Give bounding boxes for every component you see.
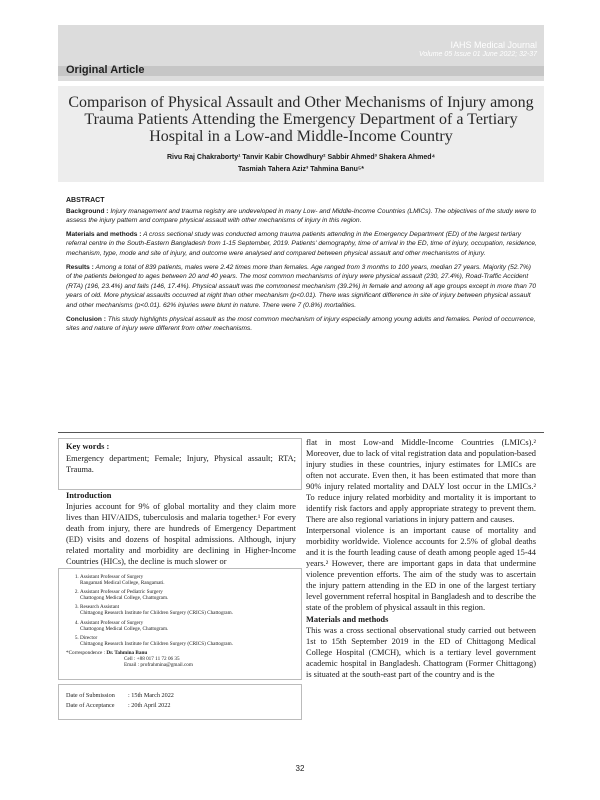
abstract-results: [66, 263, 538, 311]
dates: [66, 691, 174, 710]
section-label: Original Article: [66, 64, 145, 76]
journal-name: IAHS Medical Journal: [450, 40, 537, 50]
page-number: 32: [295, 764, 305, 773]
correspondence-label: *Correspondence :: [66, 649, 106, 656]
abstract-conclusion: [66, 315, 538, 334]
affiliation-item: [80, 589, 298, 601]
affiliation-institution: Chittagong Research Institute for Children Surgery (CRICS) Chattogram.: [80, 640, 233, 647]
submission-label: Date of Submission: [66, 692, 115, 699]
affiliation-role: 5. Director: [80, 634, 98, 641]
affiliation-item: [80, 604, 298, 616]
results-label: Results :: [66, 263, 94, 271]
article-title: Comparison of Physical Assault and Other Mechanisms of Injury among Trauma Patients Attending the Emergency Department of a Tertiary Hospital in a Low-and Middle-Income Country: [68, 94, 534, 145]
conclusion-label: Conclusion :: [66, 315, 106, 323]
acceptance-label: Date of Acceptance: [66, 701, 115, 709]
affiliation-role: 2. Assistant Professor of Pediatric Surgery: [80, 589, 163, 596]
intro-text: Injuries account for 9% of global mortality and they claim more lives than HIV/AIDS, tuberculosis and malaria together.¹ For every death from injury, there are hundreds of Emergency Department (ED) visits and dozens of hospital admissions. Although, injury related mortality and morbidity are declining in Higher-Income Countries (HICs), the decline is much slower or: [66, 502, 296, 566]
affiliation-institution: Chittagong Research Institute for Children Surgery (CRICS) Chattogram.: [80, 610, 233, 617]
affiliation-institution: Rangamati Medical College, Rangamati.: [80, 580, 165, 587]
affiliation-role: 3. Research Assistant: [80, 604, 120, 611]
submission-value: : 15th March 2022: [128, 692, 174, 699]
authors-line-2: Tasmiah Tahera Aziz³ Tahmina Banu⁵*: [238, 166, 364, 173]
paragraph: Interpersonal violence is an important cause of mortality and morbidity worldwide. Violence accounts for 2.5% of global deaths and it is the fourth leading cause of death among people aged 15-44 years.² However, there are important gaps in data that undermine violence prevention efforts. The aim of the study was to ascertain the injury pattern attending in the ED in one of the largest tertiary level government referral hospital in Bangladesh and to describe the state of the problem of physical assault in this region.: [306, 526, 536, 612]
affiliation-item: [80, 574, 298, 586]
acceptance-value: : 20th April 2022: [128, 701, 171, 709]
affiliations: [66, 574, 298, 668]
authors-line-1: Rivu Raj Chakraborty¹ Tanvir Kabir Chowdhury² Sabbir Ahmed³ Shakera Ahmed⁴: [166, 154, 436, 161]
acceptance-date: [66, 701, 174, 711]
abstract-divider: [58, 432, 544, 433]
correspondence: [66, 650, 298, 668]
affiliation-item: [80, 635, 298, 647]
right-column: [306, 437, 536, 680]
affiliation-institution: Chattogong Medical College, Chattogram.: [80, 625, 169, 632]
abstract: [66, 196, 538, 338]
paragraph: flat in most Low-and Middle-Income Countries (LMICs).² Moreover, due to lack of vital registration data and population-based injury studies in these countries, injury estimates for LMICs are often not accurate. Even then, it has been estimated that more than 90% injury related mortality and DALY lost occur in the LMICs.² To reduce injury related morbidity and mortality it is important to identify risk factors and apply appropriate strategy to prevent them. There are also regional variations in injury pattern and causes.: [306, 438, 536, 524]
methods-text: A cross sectional study was conducted among trauma patients attending in the Emergency Department (ED) of the largest tertiary referral centre in the South-Eastern Bangladesh from 1-15 September, 2019. Patients' demography, time of arrival in the ED, time of injury, occupation, residence, mechanism, type, mode and site of injury, and outcome were analysed and compared between physical assault and other mechanisms of injury.: [66, 230, 537, 257]
author-list: [64, 152, 538, 176]
methods-heading: Materials and methods: [306, 615, 389, 624]
volume-info: Volume 05 Issue 01 June 2022; 32-37: [418, 51, 537, 58]
submission-date: [66, 691, 174, 701]
intro-heading: Introduction: [66, 491, 112, 500]
affiliation-role: 1. Assistant Professor of Surgery: [80, 574, 144, 580]
keywords-text: Emergency department; Female; Injury, Physical assault; RTA; Trauma.: [66, 454, 296, 474]
correspondence-email: Email : profrahmina@gmail.com: [124, 662, 193, 669]
methods-label: Materials and methods :: [66, 230, 142, 238]
background-text: Injury management and trauma registry are undeveloped in many Low- and Middle-Income Countries (LMICs). The objectives of the study were to assess the injury pattern and compare physical assault with other mechanisms of injury in this region.: [66, 207, 537, 225]
abstract-heading: ABSTRACT: [66, 197, 105, 204]
paragraph: This was a cross sectional observational study carried out between 1st to 15th September 2019 in the ED of Chittagong Medical College Hospital (CMCH), which is a tertiary level government academic hospital in Bangladesh. Chattogram (Former Chittagong) is situated at the south-east part of the country and is the: [306, 626, 536, 679]
background-label: Background :: [66, 207, 109, 215]
abstract-background: [66, 207, 538, 226]
conclusion-text: This study highlights physical assault as the most common mechanism of injury especially among young adults and females. Period of occurrence, sites and nature of injury were different from other mechanisms.: [66, 315, 536, 333]
affiliation-institution: Chattogong Medical College, Chattogram.: [80, 595, 169, 602]
correspondence-cell: Cell : +88 017 11 72 06 35: [124, 656, 180, 663]
results-text: Among a total of 839 patients, males were 2.42 times more than females. Age ranged from 3 months to 100 years, median 27 years. Majority (52.7%) of the patients belonged to ages between 20 and 40 years. The most common mechanisms of injury were physical assault (230, 27.4%), Road-Traffic Accident (RTA) (196, 23.4%) and falls (146, 17.4%). Physical assault was the commonest mechanism (39.2%) in female and among all age groups except in more than 70 years of old. More physical assaults occurred at night than other mechanism (p<0.01). There was significant difference in site of injury between physical assault and other mechanisms (p<0.01). 62% injuries were blunt in nature. There were 7 (0.8%) mortalities.: [66, 263, 536, 309]
abstract-methods: [66, 230, 538, 259]
affiliation-list: [66, 574, 298, 647]
correspondence-name: Dr. Tahmina Banu: [106, 649, 148, 656]
affiliation-role: 4. Assistant Professor of Surgery: [80, 619, 144, 626]
affiliation-item: [80, 620, 298, 632]
keywords-heading: Key words :: [66, 442, 110, 451]
